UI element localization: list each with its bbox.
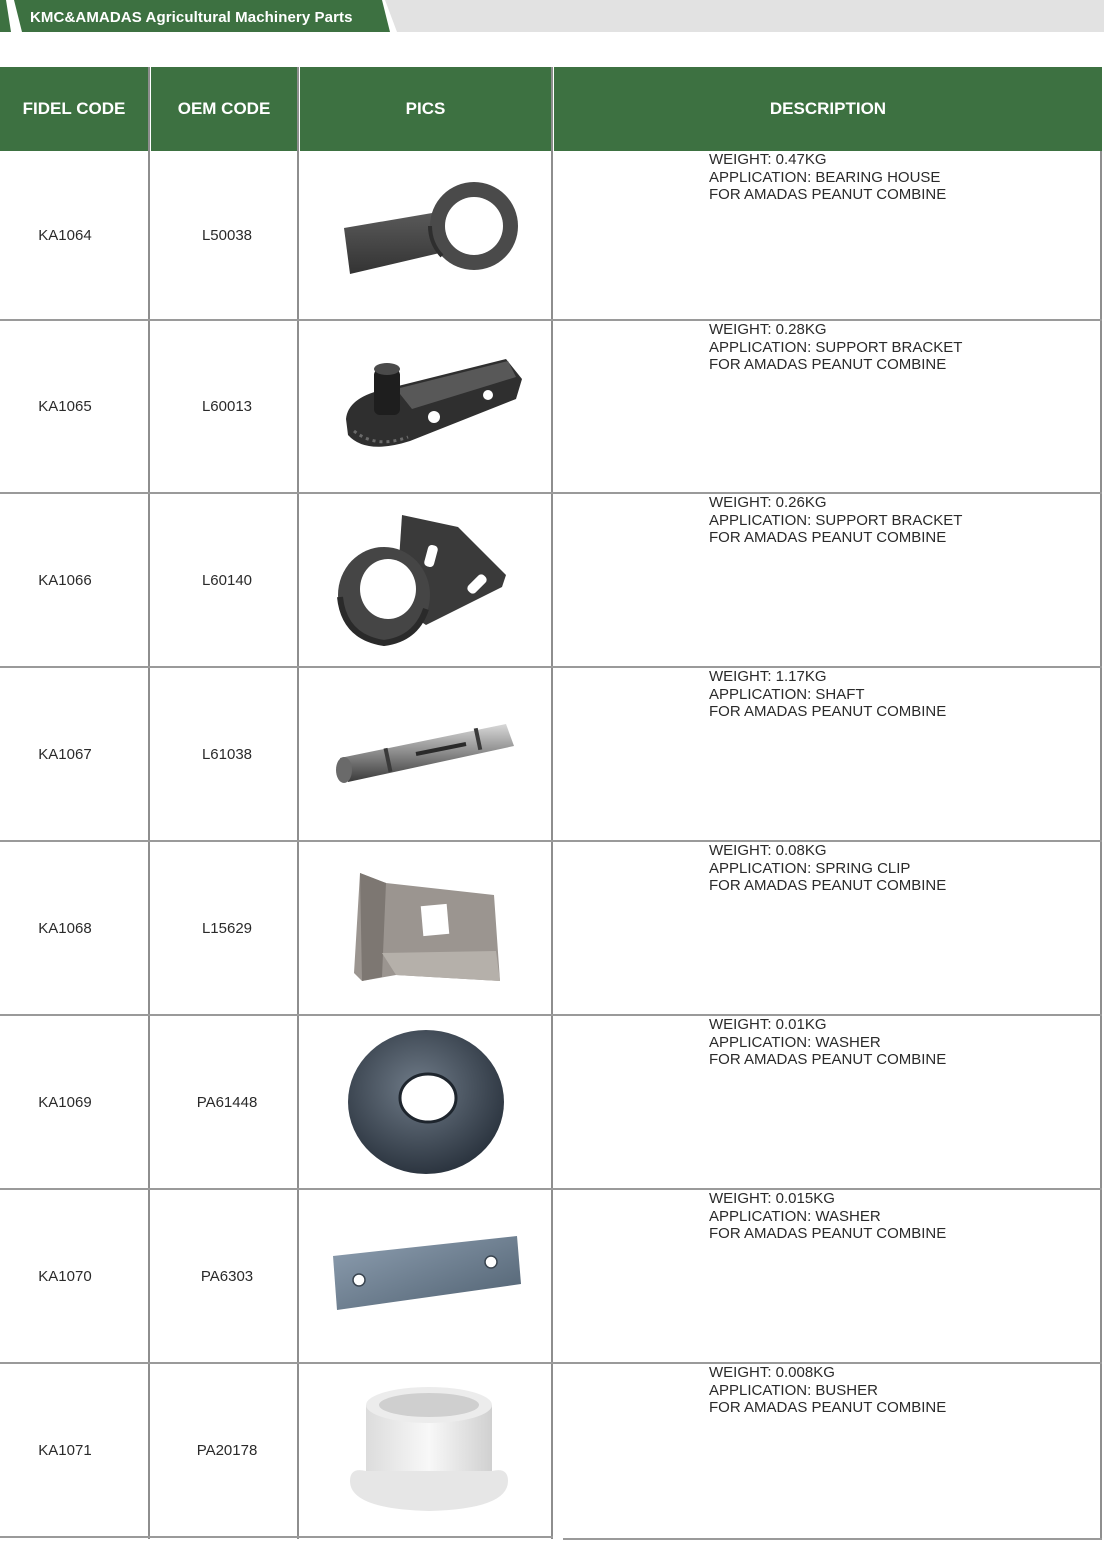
row-divider (0, 492, 1102, 494)
shaft-icon (326, 704, 526, 804)
oem-code-cell: PA20178 (196, 1441, 258, 1459)
description-cell (554, 1364, 1102, 1536)
oem-code-cell: L60013 (201, 398, 253, 415)
weight-text: WEIGHT: 0.26KG (709, 494, 827, 511)
fidel-code-cell: KA1065 (38, 398, 92, 415)
description-cell (554, 151, 1102, 319)
fidel-code-cell: KA1068 (38, 919, 92, 937)
description-cell (554, 1016, 1102, 1188)
plate-washer-icon (321, 1226, 531, 1326)
oem-code-cell: PA61448 (196, 1093, 258, 1111)
row-divider (0, 840, 1102, 842)
for-text: FOR AMADAS PEANUT COMBINE (709, 1225, 947, 1242)
weight-text: WEIGHT: 0.015KG (709, 1190, 835, 1207)
part-image-cell (300, 321, 551, 492)
header-fidel-code: FIDEL CODE (0, 67, 148, 151)
bearing-house-icon (326, 160, 526, 310)
for-text: FOR AMADAS PEANUT COMBINE (709, 703, 947, 720)
oem-code-cell: PA6303 (200, 1267, 254, 1285)
round-washer-icon (326, 1022, 526, 1182)
spring-clip-icon (326, 853, 526, 1003)
fidel-code-cell: KA1070 (38, 1267, 92, 1285)
part-image-cell (300, 494, 551, 666)
part-image-cell (300, 1190, 551, 1362)
header-oem-code: OEM CODE (151, 67, 297, 151)
column-divider (148, 67, 150, 1539)
oem-code-cell: L15629 (201, 919, 253, 937)
part-image-cell (300, 151, 551, 319)
part-image-cell (300, 842, 551, 1014)
column-divider (1100, 151, 1102, 1539)
header-pics: PICS (300, 67, 551, 151)
header-description: DESCRIPTION (554, 67, 1102, 151)
part-image-cell (300, 1016, 551, 1188)
application-text: APPLICATION: SUPPORT BRACKET (709, 338, 963, 356)
oem-code-cell: L61038 (201, 745, 253, 763)
for-text: FOR AMADAS PEANUT COMBINE (709, 1399, 947, 1416)
row-divider (0, 319, 1102, 321)
busher-icon (326, 1375, 526, 1525)
column-divider (551, 67, 553, 1539)
description-cell (554, 1190, 1102, 1362)
description-cell (554, 668, 1102, 840)
row-divider (0, 1362, 1102, 1364)
application-text: APPLICATION: WASHER (709, 1207, 881, 1225)
application-text: APPLICATION: SHAFT (709, 685, 865, 703)
weight-text: WEIGHT: 0.28KG (709, 321, 827, 338)
weight-text: WEIGHT: 0.01KG (709, 1016, 827, 1033)
application-text: APPLICATION: SUPPORT BRACKET (709, 511, 963, 529)
row-divider (0, 1536, 553, 1538)
row-divider (0, 666, 1102, 668)
banner-title: KMC&AMADAS Agricultural Machinery Parts (30, 9, 353, 26)
description-cell (554, 494, 1102, 666)
row-divider (0, 1014, 1102, 1016)
support-bracket-plate-icon (326, 505, 526, 655)
application-text: APPLICATION: WASHER (709, 1033, 881, 1051)
for-text: FOR AMADAS PEANUT COMBINE (709, 529, 947, 546)
application-text: APPLICATION: BUSHER (709, 1381, 878, 1399)
weight-text: WEIGHT: 0.008KG (709, 1364, 835, 1381)
fidel-code-cell: KA1071 (38, 1441, 92, 1459)
support-bracket-icon (326, 337, 526, 477)
weight-text: WEIGHT: 1.17KG (709, 668, 827, 685)
for-text: FOR AMADAS PEANUT COMBINE (709, 356, 947, 373)
page-banner (0, 0, 1104, 34)
for-text: FOR AMADAS PEANUT COMBINE (709, 877, 947, 894)
fidel-code-cell: KA1067 (38, 745, 92, 763)
row-divider (0, 1188, 1102, 1190)
oem-code-cell: L60140 (201, 571, 253, 589)
application-text: APPLICATION: SPRING CLIP (709, 859, 911, 877)
description-cell (554, 321, 1102, 492)
fidel-code-cell: KA1069 (38, 1093, 92, 1111)
part-image-cell (300, 1364, 551, 1536)
description-cell (554, 842, 1102, 1014)
for-text: FOR AMADAS PEANUT COMBINE (709, 1051, 947, 1068)
for-text: FOR AMADAS PEANUT COMBINE (709, 186, 947, 203)
application-text: APPLICATION: BEARING HOUSE (709, 168, 941, 186)
row-divider (563, 1538, 1102, 1540)
weight-text: WEIGHT: 0.47KG (709, 151, 827, 168)
weight-text: WEIGHT: 0.08KG (709, 842, 827, 859)
fidel-code-cell: KA1064 (38, 226, 92, 244)
oem-code-cell: L50038 (201, 226, 253, 244)
part-image-cell (300, 668, 551, 840)
column-divider (297, 67, 299, 1539)
fidel-code-cell: KA1066 (38, 571, 92, 589)
